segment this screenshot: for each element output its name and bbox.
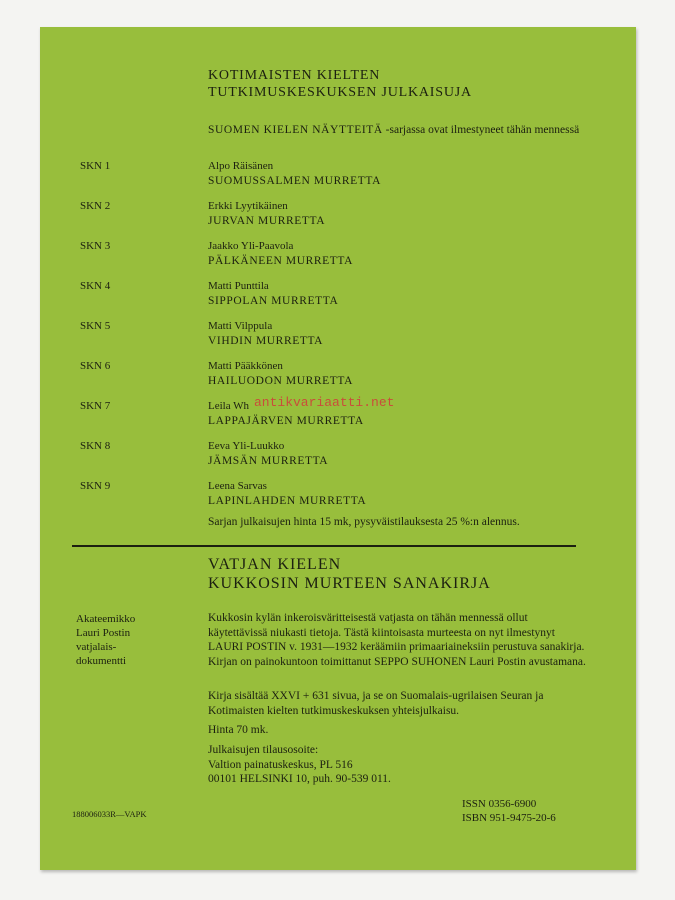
series-book-title: SIPPOLAN MURRETTA	[208, 295, 339, 307]
series-item	[40, 280, 636, 312]
series-item	[40, 320, 636, 352]
series-code: SKN 4	[80, 280, 111, 292]
printer-code: 188006033R—VAPK	[72, 809, 147, 819]
series-code: SKN 3	[80, 240, 111, 252]
series-book-title: LAPINLAHDEN MURRETTA	[208, 495, 367, 507]
series-author: Eeva Yli-Luukko	[208, 440, 285, 452]
series-item	[40, 160, 636, 192]
description-paragraph-1: Kukkosin kylän inkeroisväritteisestä vatjasta on tähän mennessä ollut käytettävissä niukasti tietoja. Tästä kiintoisasta murteesta on nyt ilmestynyt LAURI POSTIN v. 1931—1932 keräämiin primaariaineksiin perustuva sanakirja. Kirjan on painokuntoon toimittanut SEPPO SUHONEN Lauri Postin avustamana.	[208, 612, 586, 668]
series-item	[40, 440, 636, 472]
series-book-title: PÄLKÄNEEN MURRETTA	[208, 255, 353, 267]
order-address: Julkaisujen tilausosoite: Valtion painatuskeskus, PL 516 00101 HELSINKI 10, puh. 90-539 011.	[208, 744, 391, 785]
series-book-title: JURVAN MURRETTA	[208, 215, 326, 227]
series-price: Sarjan julkaisujen hinta 15 mk, pysyväistilauksesta 25 %:n alennus.	[208, 516, 520, 528]
series-item	[40, 200, 636, 232]
series-code: SKN 1	[80, 160, 111, 172]
description-paragraph-2: Kirja sisältää XXVI + 631 sivua, ja se on Suomalais-ugrilaisen Seuran ja Kotimaisten kielten tutkimuskeskuksen yhteisjulkaisu.	[208, 690, 544, 717]
series-code: SKN 7	[80, 400, 111, 412]
series-name: SUOMEN KIELEN NÄYTTEITÄ	[208, 124, 383, 136]
series-book-title: HAILUODON MURRETTA	[208, 375, 353, 387]
series-author: Erkki Lyytikäinen	[208, 200, 288, 212]
watermark: antikvariaatti.net	[254, 395, 395, 410]
series-code: SKN 8	[80, 440, 111, 452]
series-intro	[208, 123, 588, 138]
series-book-title: JÄMSÄN MURRETTA	[208, 455, 329, 467]
series-author: Matti Vilppula	[208, 320, 273, 332]
series-author: Matti Punttila	[208, 280, 269, 292]
series-book-title: SUOMUSSALMEN MURRETTA	[208, 175, 382, 187]
issn-isbn: ISSN 0356-6900 ISBN 951-9475-20-6	[462, 798, 556, 824]
price-text: Hinta 70 mk.	[208, 724, 269, 736]
series-author: Matti Pääkkönen	[208, 360, 283, 372]
series-book-title: LAPPAJÄRVEN MURRETTA	[208, 415, 364, 427]
book-sidebar-note: Akateemikko Lauri Postin vatjalais- dokumentti	[76, 613, 136, 667]
series-author: Leila Wh	[208, 400, 250, 412]
series-code: SKN 6	[80, 360, 111, 372]
series-title: KOTIMAISTEN KIELTEN TUTKIMUSKESKUKSEN JULKAISUJA	[208, 68, 472, 100]
series-item	[40, 240, 636, 272]
book-title: VATJAN KIELEN KUKKOSIN MURTEEN SANAKIRJA	[208, 556, 491, 592]
series-intro-text: -sarjassa ovat ilmestyneet tähän mennessä	[382, 124, 580, 136]
divider-rule	[72, 545, 576, 547]
series-code: SKN 9	[80, 480, 111, 492]
series-item	[40, 360, 636, 392]
series-code: SKN 5	[80, 320, 111, 332]
series-author: Leena Sarvas	[208, 480, 267, 492]
book-back-cover	[40, 27, 636, 870]
series-code: SKN 2	[80, 200, 111, 212]
series-book-title: VIHDIN MURRETTA	[208, 335, 324, 347]
series-author: Jaakko Yli-Paavola	[208, 240, 294, 252]
series-item	[40, 480, 636, 512]
series-author: Alpo Räisänen	[208, 160, 274, 172]
